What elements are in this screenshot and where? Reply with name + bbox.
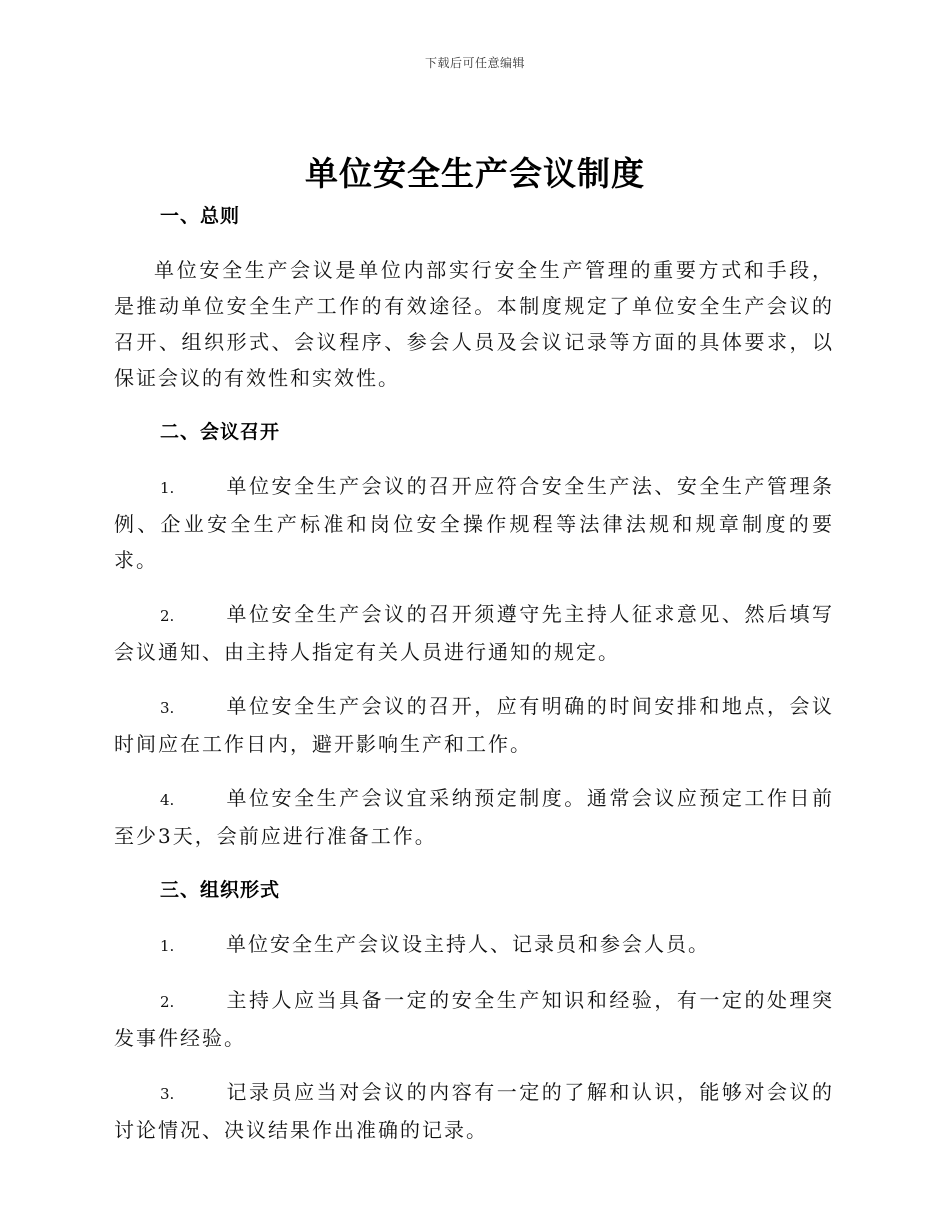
list-item [114,982,834,1056]
list-item [114,780,834,854]
list-item-text: 单位安全生产会议的召开应符合安全生产法、安全生产管理条例、企业安全生产标准和岗位安全操作规程等法律法规和规章制度的要求。 [114,474,834,572]
list-item-text: 主持人应当具备一定的安全生产知识和经验，有一定的处理突发事件经验。 [114,988,834,1050]
section-heading-general: 一、总则 [160,205,241,227]
list-item [114,1074,834,1148]
list-item-text: 单位安全生产会议设主持人、记录员和参会人员。 [226,932,710,956]
section-paragraph-general: 单位安全生产会议是单位内部实行安全生产管理的重要方式和手段，是推动单位安全生产工作的有效途径。本制度规定了单位安全生产会议的召开、组织形式、会议程序、参会人员及会议记录等方面的具体要求，以保证会议的有效性和实效性。 [114,258,834,390]
list-item-number: 4. [160,791,175,809]
list-item-text: 单位安全生产会议的召开，应有明确的时间安排和地点，会议时间应在工作日内，避开影响生产和工作。 [114,694,834,756]
list-item-number: 2. [160,993,175,1011]
section-heading-organization: 三、组织形式 [160,879,281,901]
list-item [114,688,834,762]
list-item [114,596,834,670]
list-item-text: 单位安全生产会议宜采纳预定制度。通常会议应预定工作日前至少3天，会前应进行准备工作。 [114,786,834,848]
list-item-text: 记录员应当对会议的内容有一定的了解和认识，能够对会议的讨论情况、决议结果作出准确的记录。 [114,1080,834,1142]
list-item-text: 单位安全生产会议的召开须遵守先主持人征求意见、然后填写会议通知、由主持人指定有关人员进行通知的规定。 [114,602,834,664]
list-item [114,926,834,964]
list-item-number: 3. [160,699,175,717]
list-item-number: 1. [160,479,175,497]
section-heading-meeting: 二、会议召开 [160,421,281,443]
list-item-number: 1. [160,937,175,955]
document-title: 单位安全生产会议制度 [305,154,645,193]
document-body [114,198,834,1148]
list-item-number: 3. [160,1085,175,1103]
header-note: 下载后可任意编辑 [424,56,525,70]
list-item [114,468,834,578]
list-item-number: 2. [160,607,175,625]
